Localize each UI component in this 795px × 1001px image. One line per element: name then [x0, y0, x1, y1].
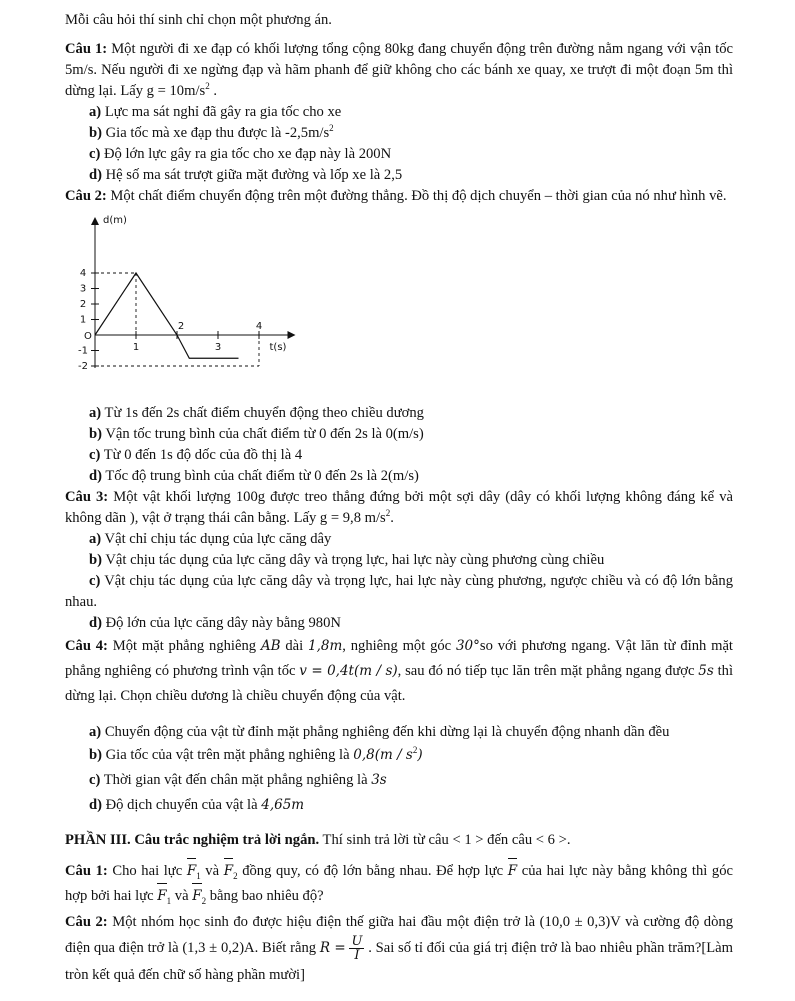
q2-b-text: Vận tốc trung bình của chất điểm từ 0 đến 2s là 0(m/s) [101, 426, 424, 442]
fraction-denominator: I [354, 948, 360, 964]
part3-heading [65, 830, 733, 851]
part3-title: PHẦN III. Câu trắc nghiệm trả lời ngắn. [65, 832, 320, 848]
p3q1-t5: bằng bao nhiêu độ? [206, 888, 324, 904]
q4-a-label: a) [89, 724, 102, 740]
q3-sup: 2 [385, 508, 391, 519]
q2-option-b [65, 424, 733, 445]
axes-layer [95, 221, 292, 368]
q1-c-text: Độ lớn lực gây ra gia tốc cho xe đạp này là 200N [100, 146, 392, 162]
q4-text2: dài [280, 638, 308, 654]
q3-d-text: Độ lớn của lực căng dây này bằng 980N [101, 615, 341, 631]
q4-ab: AB [260, 638, 281, 654]
q1-text: Một người đi xe đạp có khối lượng tổng cộng 80kg đang chuyển động trên đường nằm ngang với vận tốc 5m/s. Nếu người đi xe ngừng đạp và hãm phanh để giữ không cho các bánh xe quay, xe trượt đi một đoạn 5m thì dừng lại. Lấy g = 10m/s [65, 41, 733, 99]
x-tick-label: 4 [255, 321, 263, 332]
q4-text6: thì dừng lại. Chọn chiều dương là chiều chuyển động của vật. [65, 663, 733, 704]
q4-angle: 30° [455, 638, 480, 654]
q3-c-text: Vật chịu tác dụng của lực căng dây và trọng lực, hai lực này cùng phương, ngược chiều và có độ lớn bằng nhau. [65, 573, 733, 610]
p3q1-t3: đồng quy, có độ lớn bằng nhau. Để hợp lực [237, 863, 508, 879]
q1-d-text: Hệ số ma sát trượt giữa mặt đường và lốp xe là 2,5 [101, 167, 403, 183]
q2-stem [65, 186, 733, 207]
q4-eq: v = 0,4t(m / s) [299, 663, 398, 679]
vector-f: F [508, 859, 517, 884]
q4-d-label: d) [89, 797, 102, 813]
q3-b-label: b) [89, 552, 102, 568]
q4-time: 5s [698, 663, 714, 679]
vector-f1-sub: 1 [196, 870, 201, 881]
graph-svg [65, 207, 325, 403]
vector-f2: F [224, 859, 233, 884]
q4-stem [65, 634, 733, 709]
x-axis-label: t(s) [269, 342, 287, 353]
q2-d-label: d) [89, 468, 102, 484]
q2-a-text: Từ 1s đến 2s chất điểm chuyển động theo chiều dương [101, 405, 424, 421]
q1-sup: 2 [205, 81, 210, 92]
q4-option-b [65, 743, 733, 768]
resistance-eq: R = [319, 940, 346, 956]
p3q1-t2: và [200, 863, 224, 879]
q3-stem [65, 487, 733, 529]
q4-label: Câu 4: [65, 638, 108, 654]
p3q1-stem [65, 859, 733, 909]
vector-f1b-sub: 1 [166, 895, 172, 906]
q4-b-sup: 2 [412, 745, 418, 756]
p3q1-t4: của hai lực này bằng không thì góc hợp bởi hai lực [65, 863, 733, 904]
q4-a-text: Chuyển động của vật từ đỉnh mặt phẳng nghiêng đến khi dừng lại là chuyển động nhanh dần đều [101, 724, 670, 740]
q2-text: Một chất điểm chuyển động trên một đường thẳng. Đồ thị độ dịch chuyển – thời gian của nó như hình vẽ. [106, 188, 727, 204]
q4-text1: Một mặt phẳng nghiêng [107, 638, 261, 654]
q1-option-a [65, 102, 733, 123]
q4-c-val: 3s [371, 772, 387, 788]
vector-f2-sub: 2 [233, 870, 238, 881]
q3-c-label: c) [89, 573, 101, 589]
q2-option-a [65, 403, 733, 424]
intro-text: Mỗi câu hỏi thí sinh chỉ chọn một phương án. [65, 12, 332, 28]
fraction-numerator: U [351, 934, 363, 950]
y-tick-label: 3 [79, 283, 87, 295]
q2-d-text: Tốc độ trung bình của chất điểm từ 0 đến 2s là 2(m/s) [101, 468, 419, 484]
q1-stem [65, 39, 733, 102]
q2-c-label: c) [89, 447, 101, 463]
q3-option-b [65, 550, 733, 571]
q1-option-d [65, 165, 733, 186]
y-tick-label: -2 [78, 361, 88, 372]
q4-option-d [65, 793, 733, 818]
p3q2-t1: Một nhóm học sinh đo được hiệu điện thế giữa hai đầu một điện trở là (10,0 ± 0,3)V và cường độ dòng điện qua điện trở là (1,3 ± 0,2)A. Biết rằng [65, 914, 733, 956]
y-axis-label: d(m) [103, 215, 127, 226]
part3-text: Thí sinh trả lời từ câu < 1 > đến câu < 6 >. [319, 832, 571, 848]
q1-c-label: c) [89, 146, 101, 162]
q2-option-c [65, 445, 733, 466]
q1-option-b [65, 123, 733, 144]
fraction-u-over-i [349, 935, 364, 962]
origin-label: O [84, 331, 92, 342]
p3q2-stem [65, 909, 733, 988]
q1-b-text: Gia tốc mà xe đạp thu được là -2,5m/s [101, 125, 330, 141]
q1-b-sup: 2 [329, 123, 334, 134]
q2-option-d [65, 466, 733, 487]
p3q2-t2: . Sai số tỉ đối của giá trị điện trở là bao nhiêu phần trăm?[Làm tròn kết quả đến chữ số hàng phần mười] [65, 940, 733, 984]
y-tick-label: -1 [78, 345, 88, 357]
q1-b-label: b) [89, 125, 102, 141]
y-tick-label: 2 [79, 299, 87, 310]
displacement-time-graph [65, 207, 733, 403]
q3-d-label: d) [89, 615, 102, 631]
q3-label: Câu 3: [65, 489, 109, 505]
x-tick-label: 2 [177, 321, 185, 332]
q4-b-val: 0,8(m / s [353, 747, 413, 763]
p3q2-label: Câu 2: [65, 914, 108, 930]
q4-b-label: b) [89, 747, 102, 763]
q4-text5: , sau đó nó tiếp tục lăn trên mặt phẳng ngang được [397, 663, 699, 679]
vector-f1: F [187, 859, 196, 884]
document-page [65, 10, 733, 988]
p3q1-t1: Cho hai lực [107, 863, 187, 879]
q2-a-label: a) [89, 405, 102, 421]
vector-f2b-sub: 2 [201, 895, 207, 906]
q1-d-label: d) [89, 167, 102, 183]
p3q1-t2b: và [171, 888, 193, 904]
q4-option-a [65, 721, 733, 743]
q4-option-c [65, 768, 733, 793]
x-tick-label: 3 [214, 342, 222, 353]
q3-b-text: Vật chịu tác dụng của lực căng dây và trọng lực, hai lực này cùng phương cùng chiều [101, 552, 605, 568]
q3-option-a [65, 529, 733, 550]
p3q1-label: Câu 1: [65, 863, 108, 879]
q4-d-text: Độ dịch chuyển của vật là [101, 797, 262, 813]
y-tick-label: 1 [79, 314, 87, 326]
vector-f2b: F [192, 884, 201, 909]
q1-text-end: . [209, 83, 217, 99]
vector-f1b: F [157, 884, 166, 909]
q4-b-close: ) [417, 747, 423, 763]
q3-text-end: . [390, 510, 394, 526]
q1-option-c [65, 144, 733, 165]
q1-a-text: Lực ma sát nghỉ đã gây ra gia tốc cho xe [101, 104, 342, 120]
q2-c-text: Từ 0 đến 1s độ dốc của đồ thị là 4 [100, 447, 303, 463]
x-tick-label: 1 [132, 342, 140, 353]
q4-len: 1,8m [308, 638, 343, 654]
q4-d-val: 4,65m [261, 797, 305, 813]
q4-text4: so với phương ngang. Vật lăn từ đỉnh mặt phẳng nghiêng có phương trình vận tốc [65, 638, 733, 679]
q4-c-label: c) [89, 772, 101, 788]
q1-a-label: a) [89, 104, 102, 120]
q3-text: Một vật khối lượng 100g được treo thẳng đứng bởi một sợi dây (dây có khối lượng không đáng kể và không dãn ), vật ở trạng thái cân bằng. Lấy g = 9,8 m/s [65, 489, 733, 526]
q3-option-c [65, 571, 733, 613]
guide-lines [95, 273, 259, 366]
q4-b-text: Gia tốc của vật trên mặt phẳng nghiêng là [101, 747, 354, 763]
q2-label: Câu 2: [65, 188, 107, 204]
q1-label: Câu 1: [65, 41, 108, 57]
y-tick-label: 4 [79, 268, 87, 279]
q4-c-text: Thời gian vật đến chân mặt phẳng nghiêng là [100, 772, 372, 788]
q2-b-label: b) [89, 426, 102, 442]
q3-option-d [65, 613, 733, 634]
q3-a-text: Vật chỉ chịu tác dụng của lực căng dây [101, 531, 332, 547]
q3-a-label: a) [89, 531, 102, 547]
q4-text3: , nghiêng một góc [342, 638, 456, 654]
